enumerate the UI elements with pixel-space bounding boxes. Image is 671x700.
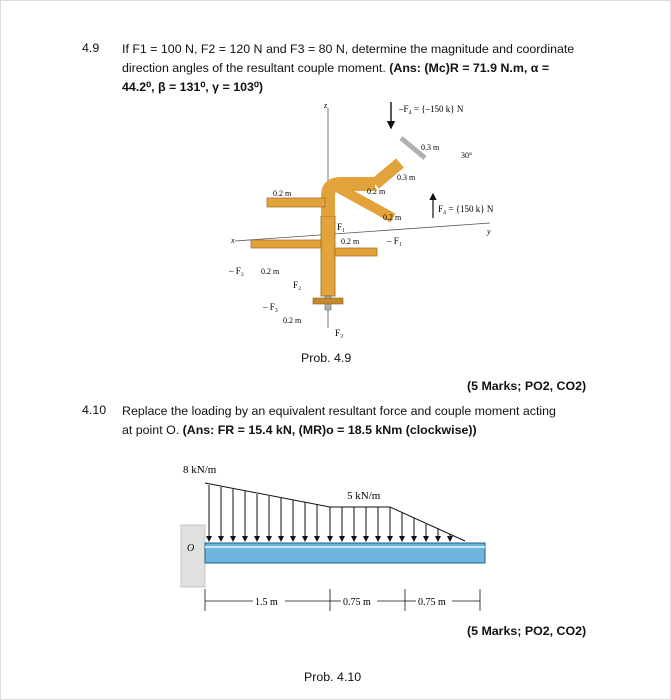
label-f3: F₃ xyxy=(335,328,344,338)
label-dim-02-lower: 0.2 m xyxy=(261,267,280,276)
caption-prob-4-10: Prob. 4.10 xyxy=(304,670,362,684)
label-x: x xyxy=(231,236,235,245)
figure-prob-4-10 xyxy=(175,455,495,625)
pipe-center-right xyxy=(335,248,377,256)
label-load-8: 8 kN/m xyxy=(183,464,217,476)
label-f2: F₂ xyxy=(293,280,302,290)
figure-prob-4-9 xyxy=(225,98,525,348)
label-dim-03-mid: 0.3 m xyxy=(397,173,416,182)
label-load-5: 5 kN/m xyxy=(347,490,381,502)
label-z: z xyxy=(324,101,328,110)
problem-4-10-number: 4.10 xyxy=(82,403,107,417)
label-dim-0-75-b: 0.75 m xyxy=(418,597,446,608)
label-dim-03-top: 0.3 m xyxy=(421,143,440,152)
problem-4-9-line-2-text: direction angles of the resultant couple moment. xyxy=(122,61,386,75)
marks-4-9: (5 Marks; PO2, CO2) xyxy=(467,379,587,393)
problem-4-9-number: 4.9 xyxy=(82,41,100,55)
label-point-o: O xyxy=(187,543,195,554)
label-dim-02-mid: 0.2 m xyxy=(341,237,360,246)
label-f4: F₄ = {150 k} N xyxy=(438,204,494,214)
caption-prob-4-9: Prob. 4.9 xyxy=(301,351,352,365)
problem-4-9-line-1: If F1 = 100 N, F2 = 120 N and F3 = 80 N, determine the magnitude and coordinate xyxy=(122,42,575,56)
label-dim-02-center: 0.2 m xyxy=(367,187,386,196)
problem-4-9-line-2 xyxy=(122,59,549,78)
label-angle-30: 30° xyxy=(461,151,473,160)
label-minus-f2: – F₂ xyxy=(229,266,244,276)
label-dim-0-75-a: 0.75 m xyxy=(343,597,371,608)
label-minus-f4: –F₄ = {–150 k} N xyxy=(399,104,464,114)
pipe-left-lower xyxy=(251,240,321,248)
marks-4-10: (5 Marks; PO2, CO2) xyxy=(467,624,587,638)
pipe-vertical xyxy=(321,216,335,296)
problem-4-10-line-1: Replace the loading by an equivalent resultant force and couple moment acting xyxy=(122,404,556,418)
label-minus-f1: – F₁ xyxy=(387,236,402,246)
label-dim-02-left: 0.2 m xyxy=(273,189,292,198)
problem-4-9-answer-part-1: (Ans: (Mc)R = 71.9 N.m, α = xyxy=(389,61,550,75)
label-dim-1-5: 1.5 m xyxy=(255,597,278,608)
label-y: y xyxy=(487,227,491,236)
pipe-left-upper xyxy=(267,198,325,207)
y-axis xyxy=(235,223,490,241)
problem-4-9-answer-part-2: 44.2⁰, β = 131⁰, γ = 103⁰) xyxy=(122,80,263,94)
label-dim-02-bottom: 0.2 m xyxy=(283,316,302,325)
label-dim-02-right: 0.2 m xyxy=(383,213,402,222)
problem-4-10-answer: (Ans: FR = 15.4 kN, (MR)o = 18.5 kNm (clockwise)) xyxy=(182,423,477,437)
label-minus-f3: – F₃ xyxy=(263,302,278,312)
problem-4-10-line-2-text: at point O. xyxy=(122,423,180,437)
wall-support xyxy=(181,525,205,587)
problem-4-10-line-2 xyxy=(122,421,477,440)
load-arrows xyxy=(209,485,450,541)
pipe-bottom-bar xyxy=(313,298,343,304)
label-f1: F₁ xyxy=(337,222,346,232)
